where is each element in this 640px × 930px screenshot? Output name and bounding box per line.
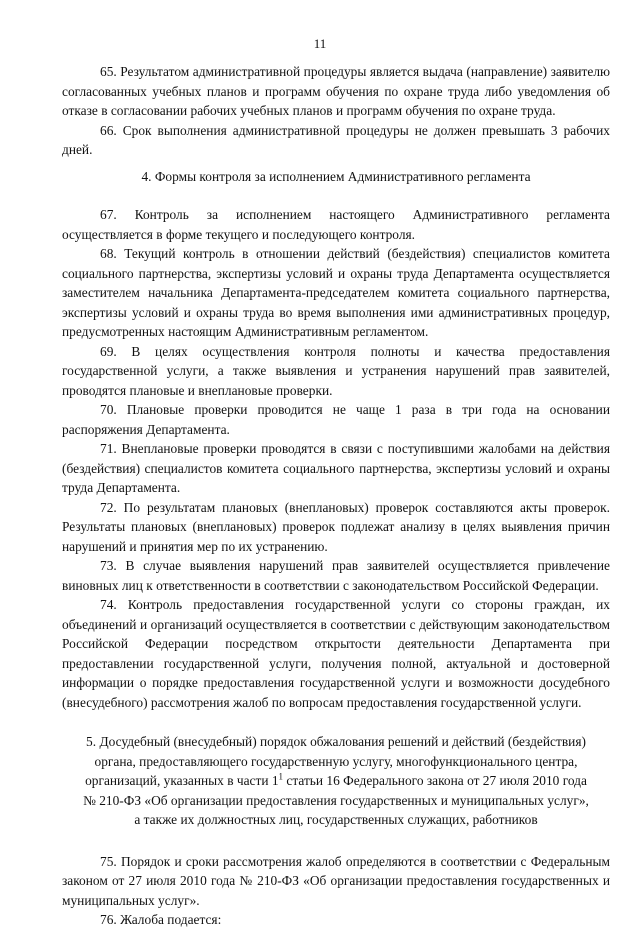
section-5-heading-line-1: 5. Досудебный (внесудебный) порядок обжалования решений и действий (бездействия)	[86, 734, 586, 749]
paragraph-71: 71. Внеплановые проверки проводятся в связи с поступившими жалобами на действия (бездействия) специалистов комитета социального партнерства, экспертизы условий и охраны труда Департамента.	[62, 441, 610, 495]
section-5-heading	[62, 732, 610, 830]
section-4-heading: 4. Формы контроля за исполнением Административного регламента	[141, 168, 531, 184]
section-5-heading-line-4: № 210-ФЗ «Об организации предоставления государственных и муниципальных услуг»,	[83, 792, 589, 808]
paragraph-67: 67. Контроль за исполнением настоящего Административного регламента осуществляется в форме текущего и последующего контроля.	[62, 207, 610, 242]
paragraph-72: 72. По результатам плановых (внеплановых) проверок составляются акты проверок. Результаты плановых (внеплановых) проверок подлежат анализу в целях выявления причин нарушений и принятия мер по их устранению.	[62, 499, 610, 554]
section-spacer	[62, 186, 610, 205]
paragraph-73: 73. В случае выявления нарушений прав заявителей осуществляется привлечение виновных лиц к ответственности в соответствии с законодательством Российской Федерации.	[62, 558, 610, 593]
paragraph-68: 68. Текущий контроль в отношении действий (бездействия) специалистов комитета социального партнерства, экспертизы условий и охраны труда Департамента осуществляется заместителем начальника Департамента-председателем комитета социального партнерства, экспертизы условий и охраны труда во время выполнения ими административных процедур, предусмотренных настоящим Административным регламентом.	[62, 246, 610, 339]
section-spacer	[62, 830, 610, 852]
footnote-superscript: 1	[278, 771, 284, 782]
section-5-heading-line-3	[62, 771, 610, 791]
section-5-heading-line-5: а также их должностных лиц, государственных служащих, работников	[134, 812, 538, 827]
section-5-heading-line-2: органа, предоставляющего государственную услугу, многофункционального центра,	[94, 753, 578, 769]
document-body	[62, 62, 610, 930]
page-number: 11	[313, 36, 327, 51]
paragraph-70: 70. Плановые проверки проводится не чаще 1 раза в три года на основании распоряжения Департамента.	[62, 402, 610, 437]
paragraph-66: 66. Срок выполнения административной процедуры не должен превышать 3 рабочих дней.	[62, 122, 610, 157]
paragraph-69: 69. В целях осуществления контроля полноты и качества предоставления государственной услуги, а также выявления и устранения нарушений прав заявителей, проводятся плановые и внеплановые проверки.	[62, 343, 610, 398]
section-5-heading-line-3-start: организаций, указанных в части 1	[85, 773, 279, 788]
section-5-heading-line-3-end: статьи 16 Федерального закона от 27 июля 2010 года	[283, 773, 587, 788]
paragraph-76: 76. Жалоба подается:	[100, 912, 222, 927]
paragraph-74: 74. Контроль предоставления государственной услуги со стороны граждан, их объединений и организаций осуществляется в соответствии с действующим законодательством Российской Федерации посредством открытости деятельности Департамента при предоставлении государственной услуги, получения полной, актуальной и достоверной информации о порядке предоставления государственной услуги и возможности досудебного (внесудебного) рассмотрения жалоб по вопросам предоставления государственной услуги.	[62, 597, 610, 710]
paragraph-75: 75. Порядок и сроки рассмотрения жалоб определяются в соответствии с Федеральным законом от 27 июля 2010 года № 210-ФЗ «Об организации предоставления государственных и муниципальных услуг».	[62, 853, 610, 908]
paragraph-65: 65. Результатом административной процедуры является выдача (направление) заявителю согласованных учебных планов и программ обучения по охране труда либо уведомления об отказе в согласовании рабочих учебных планов и программ обучения по охране труда.	[62, 64, 610, 118]
